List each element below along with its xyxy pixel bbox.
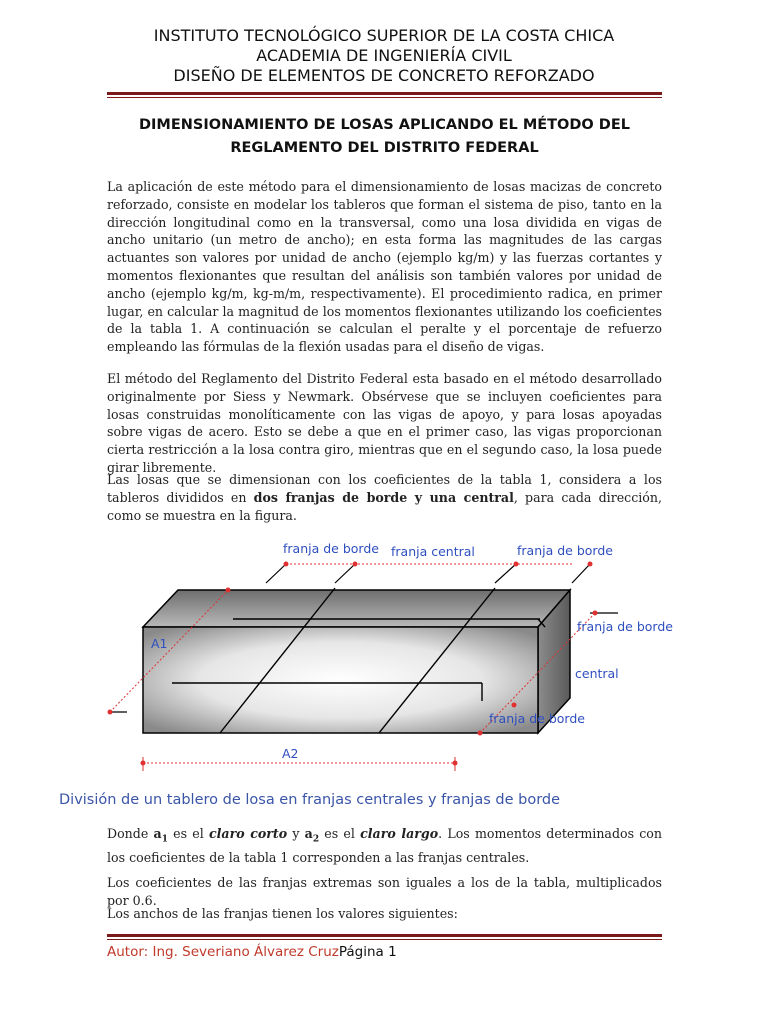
footer-page-number: Página 1 (338, 944, 397, 960)
tick-4 (572, 564, 590, 583)
document-title (107, 114, 662, 160)
dim-point (453, 761, 458, 766)
dim-point (514, 562, 519, 567)
paragraph-3-start: Las losas que se dimensionan con los coeficientes de la tabla 1, considera a los tableros divididos en (107, 472, 662, 505)
header-institution: INSTITUTO TECNOLÓGICO SUPERIOR DE LA COSTA CHICA (153, 26, 615, 45)
footer (107, 944, 397, 960)
header-course: DISEÑO DE ELEMENTOS DE CONCRETO REFORZADO (173, 66, 595, 85)
paragraph-2: El método del Reglamento del Distrito Federal esta basado en el método desarrollado originalmente por Siess y Newmark. Obsérvese que se incluyen coeficientes para losas construidas monolíticamente con las vigas de apoyo, y para losas apoyadas sobre vigas de acero. Esto se debe a que en el primer caso, las vigas proporcionan cierta restricción a la losa contra giro, mientras que en el segundo caso, la losa puede girar libremente. (107, 371, 662, 475)
p4-long: claro largo (360, 826, 439, 841)
label-right-top: franja de borde (577, 619, 673, 634)
title-line-1: DIMENSIONAMIENTO DE LOSAS APLICANDO EL MÉTODO DEL (139, 117, 630, 133)
p4-e: . Los momentos determinados con los coeficientes de la tabla 1 corresponden a las franjas centrales. (107, 826, 662, 866)
paragraph-4 (107, 825, 662, 867)
label-top-left: franja de borde (283, 541, 379, 556)
paragraph-3 (107, 471, 662, 524)
slab-top-face (143, 590, 570, 627)
dim-point (588, 562, 593, 567)
paragraph-6: Los anchos de las franjas tienen los valores siguientes: (107, 906, 458, 921)
paragraph-1: La aplicación de este método para el dimensionamiento de losas macizas de concreto reforzado, consiste en modelar los tableros que forman el sistema de piso, tanto en la dirección longitudinal como en la transversal, como una losa dividida en vigas de ancho unitario (un metro de ancho); en esta forma las magnitudes de las cargas actuantes son valores por unidad de ancho (ejemplo kg/m) y las fuerzas cortantes y momentos flexionantes que resultan del análisis son también valores por unidad de ancho (ejemplo kg/m, kg-m/m, respectivamente). El procedimiento radica, en primer lugar, en calcular la magnitud de los momentos flexionantes utilizando los coeficientes de la tabla 1. A continuación se calculan el peralte y el porcentaje de refuerzo empleando las fórmulas de la flexión usadas para el diseño de vigas. (107, 179, 662, 355)
p4-short: claro corto (208, 826, 288, 841)
p4-a1 (153, 826, 168, 845)
p4-a2-sub: 2 (312, 834, 320, 845)
dim-point (478, 731, 483, 736)
dim-point (284, 562, 289, 567)
label-top-right: franja de borde (517, 543, 613, 558)
p4-a2 (304, 826, 320, 845)
p4-b: es el (167, 826, 209, 841)
label-right-center: central (575, 666, 619, 681)
dim-point (512, 703, 517, 708)
p4-a1-letter: a (153, 826, 162, 841)
dim-point (593, 611, 598, 616)
footer-author: Autor: Ing. Severiano Álvarez Cruz (107, 944, 339, 960)
p4-a1-sub: 1 (161, 834, 168, 845)
header-academy: ACADEMIA DE INGENIERÍA CIVIL (256, 46, 512, 65)
dim-point (141, 761, 146, 766)
paragraph-3-end: , para cada dirección, como se muestra en la figura. (107, 489, 662, 523)
p4-d: es el (319, 826, 361, 841)
header-divider (107, 92, 662, 98)
dim-point (353, 562, 358, 567)
p4-a2-letter: a (304, 826, 313, 841)
figure-caption: División de un tablero de losa en franjas centrales y franjas de borde (59, 792, 561, 808)
document-header (0, 26, 768, 86)
footer-divider (107, 934, 662, 940)
slab-front-face (143, 627, 538, 733)
tick-1 (266, 564, 286, 583)
title-line-2: REGLAMENTO DEL DISTRITO FEDERAL (230, 140, 539, 156)
tick-2 (335, 564, 355, 583)
label-a1: A1 (151, 636, 168, 651)
paragraph-5: Los coeficientes de las franjas extremas son iguales a los de la tabla, multiplicados por 0.6. (107, 875, 662, 908)
label-a2: A2 (282, 746, 299, 761)
p4-a: Donde (107, 826, 154, 841)
label-top-center: franja central (391, 544, 475, 559)
slab-strips-figure (100, 535, 700, 785)
p4-c: y (287, 826, 305, 841)
tick-3 (495, 564, 516, 583)
label-right-bottom: franja de borde (489, 711, 585, 726)
dim-point (226, 588, 231, 593)
dim-point (108, 710, 113, 715)
paragraph-3-bold: dos franjas de borde y una central (253, 489, 514, 505)
